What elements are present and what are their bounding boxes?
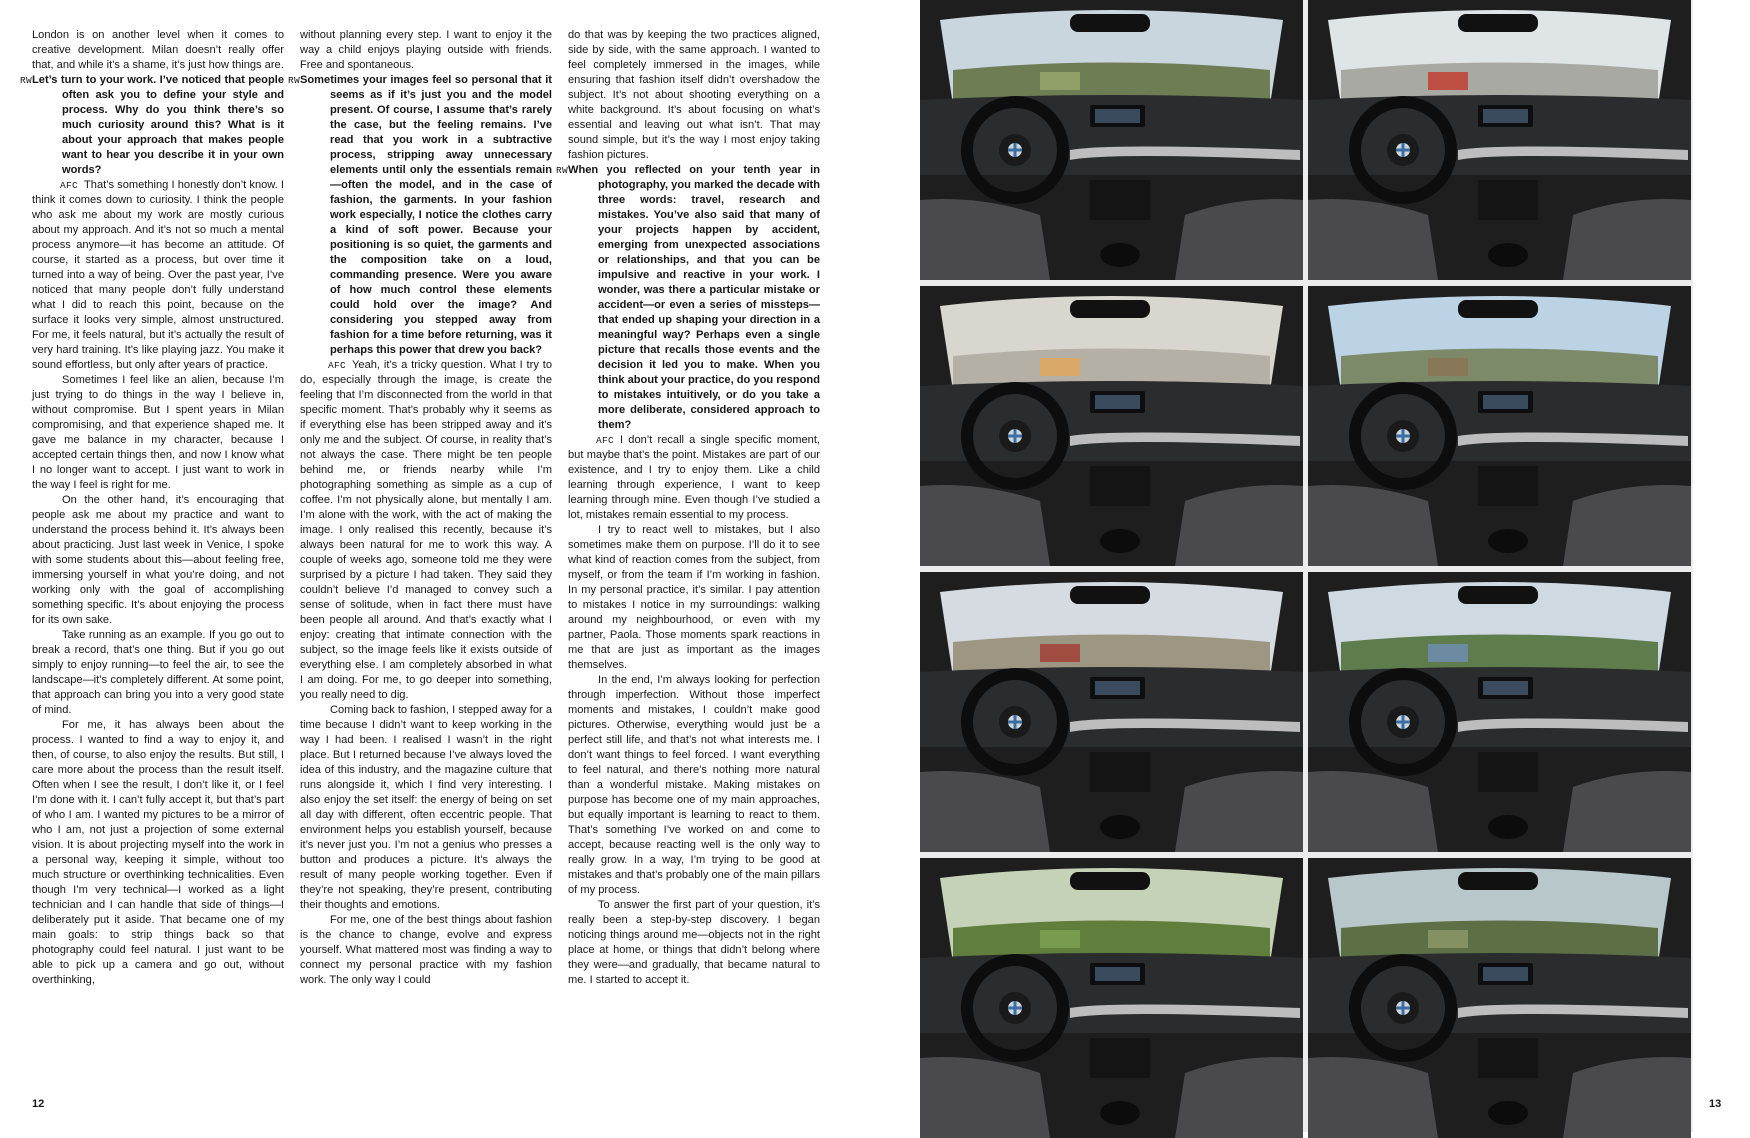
question-text: Let’s turn to your work. I’ve noticed that people often ask you to define your style and process. Why do you think there’s so much curiosity around this? What is it about your approach that makes people want to hear you describe it in your own words? xyxy=(32,74,284,176)
page-number-left: 12 xyxy=(32,1098,45,1110)
speaker-label: AFC xyxy=(328,360,347,371)
photo-interior-trees-shade xyxy=(1308,858,1691,1138)
photo-interior-parking-lot xyxy=(1308,286,1691,566)
body-paragraph: On the other hand, it’s encouraging that people ask me about my practice and want to understand the process behind it. It’s always been about practicing. Just last week in Venice, I spoke with some students about this—about feeling free, immersing yourself in what you’re doing, and not working only with the goal of accomplishing something specific. It’s about enjoying the process for its own sake. xyxy=(32,494,284,626)
speaker-label: RW xyxy=(287,75,300,86)
body-paragraph: Coming back to fashion, I stepped away for a time because I didn’t want to keep working in the way I had been. I realised I wasn’t in the right place. But I returned because I’ve always loved the idea of this industry, and the magazine culture that runs alongside it, which I find very interesting. I also enjoy the set itself: the energy of being on set all day with different, often eccentric people. That environment helps you establish yourself, because it’s never just you. I’m not a genius who presses a button and produces a picture. It’s always the result of many people working together. Even if they’re not speaking, they’re present, contributing their thoughts and emotions. xyxy=(300,704,552,911)
photo-interior-grass-field xyxy=(920,858,1303,1138)
body-paragraph: do that was by keeping the two practices aligned, side by side, with the same approach. I wanted to feel completely immersed in the images, while ensuring that fashion itself didn’t overshadow the subject. It’s not about shooting everything on a white background. It’s about focusing on what’s essential and leaving out what isn’t. That may sound simple, but it’s the way I most enjoy taking fashion pictures. xyxy=(568,29,820,161)
text-column-2 xyxy=(287,28,552,1088)
body-paragraph: In the end, I’m always looking for perfection through imperfection. Without those imperfect moments and mistakes, I couldn’t make good pictures. Otherwise, everything would just be a perfect still life, and that’s not what interests me. I don’t want things to feel forced. I want everything to feel natural, and there’s nothing more natural than a wonderful mistake. Making mistakes on purpose has become one of my main approaches, but equally important is learning to react to them. That’s something I’ve worked on and come to accept, because reacting well is the only way to really grow. In a way, I’m trying to be good at mistakes and that’s probably one of the main pillars of my process. xyxy=(568,674,821,896)
interview-answer xyxy=(568,433,820,523)
interview-question xyxy=(555,163,820,433)
body-paragraph: Sometimes I feel like an alien, because I’m just trying to do things in the way I believe in, without compromise. But I spent years in Milan compromising, and that experience shaped me. It gave me balance in my character, because I accepted certain things then, and now I know what I no longer want to accept. I just want to work in the way I feel is right for me. xyxy=(32,374,284,491)
interview-answer xyxy=(300,358,552,703)
page-number-right: 13 xyxy=(1709,1098,1722,1110)
photo-interior-hillside-road xyxy=(920,572,1303,852)
body-paragraph: For me, it has always been about the process. I wanted to find a way to enjoy it, and then, of course, to also enjoy the results. But still, I care more about the process than the result itself. Often when I see the result, I don’t like it, or I feel I’m done with it. I can’t fully accept it, but that’s part of who I am. I wanted my pictures to be a mirror of who I am, not just a projection of some external vision. It is about projecting myself into the work in a personal way, keeping it simple, without too much structure or overthinking technicalities. Even though I’m very technical—I worked as a light technician and I can handle that side of things—I deliberately put it aside. That became one of my main goals: to strip things back so that photography could feel natural. I just want to be able to pick up a camera and go out, without overthinking, xyxy=(32,719,284,986)
answer-text: I don’t recall a single specific moment, but maybe that’s the point. Mistakes are part of our existence, and I try to enjoy them. Like a child learning through experience, I want to keep learning through mine. Even though I’ve studied a lot, mistakes remain essential to my process. xyxy=(568,434,820,521)
photo-grid xyxy=(920,0,1693,1132)
question-text: When you reflected on your tenth year in photography, you marked the decade with three words: travel, research and mistakes. You’ve also said that many of your projects happen by accident, emerging from unexpected associations or relationships, and that you can be impulsive and reactive in your work. I wonder, was there a particular mistake or accident—or even a series of missteps—that ended up shaping your direction in a meaningful way? Perhaps even a single picture that recalls those events and the decision it led you to make. When you think about your practice, do you respond to mistakes intuitively, or do you take a more deliberate, considered approach to them? xyxy=(568,164,820,431)
speaker-label: RW xyxy=(555,165,568,176)
answer-text: That’s something I honestly don’t know. I think it comes down to curiosity. I think the people who ask me about my work are mostly curious about my approach. And it’s not so much a mental process anymore—it has become an attitude. Of course, it started as a process, but over time it turned into a way of being. Over the past year, I’ve noticed that many people don’t fully understand what I did to reach this point, because on the surface it looks very simple, almost unstructured. For me, it feels natural, but it’s actually the result of very hard training. It’s like playing jazz. You make it sound effortless, but only after years of practice. xyxy=(32,179,284,371)
interview-answer xyxy=(32,178,284,373)
body-paragraph: without planning every step. I want to enjoy it the way a child enjoys playing outside with friends. Free and spontaneous. xyxy=(300,29,552,71)
speaker-label: RW xyxy=(19,75,32,86)
interview-question xyxy=(287,73,552,358)
photo-interior-coastal-road xyxy=(1308,572,1691,852)
photo-interior-garage-night xyxy=(920,286,1303,566)
body-paragraph: For me, one of the best things about fashion is the chance to change, evolve and express yourself. What mattered most was finding a way to connect my personal practice with my fashion work. The only way I could xyxy=(300,914,552,986)
text-column-3 xyxy=(555,28,821,1088)
text-column-1 xyxy=(19,28,284,1088)
body-paragraph: London is on another level when it comes to creative development. Milan doesn’t really offer that, and while it’s a shame, it’s just how things are. xyxy=(32,29,284,71)
body-paragraph: To answer the first part of your question, it’s really been a step-by-step discovery. I began noticing things around me—objects not in the right place at home, or things that didn’t belong where they were—and gradually, that became natural to me. I started to accept it. xyxy=(568,899,820,986)
body-paragraph: I try to react well to mistakes, but I also sometimes make them on purpose. I’ll do it to see what kind of reaction comes from the subject, from myself, or from the team if I’m working in fashion. In my personal practice, it’s similar. I pay attention to mistakes I notice in my surroundings: walking around my neighbourhood, or even with my partner, Paola. Those moments spark reactions in me that are just as important as the images themselves. xyxy=(568,524,820,671)
answer-text: Yeah, it’s a tricky question. What I try to do, especially through the image, is create the feeling that I’m disconnected from the world in that specific moment. That’s probably why it seems as if everything else has been stripped away and it’s only me and the subject. Of course, in reality that’s not always the case. There might be ten people behind me, or friends nearby while I’m photographing something as simple as a cup of coffee. I’m not physically alone, but mentally I am. I’m alone with the work, with the act of making the image. I only realised this recently, because it’s always been natural for me to work this way. A couple of weeks ago, someone told me they were surprised by a picture I had taken. They said they couldn’t believe I’d managed to convey such a sense of solitude, when in fact there must have been people all around. And that’s exactly what I enjoy: creating that intimate connection with the subject, so the image feels like it exists outside of everything else. I am completely absorbed in what I am doing. For me, to go deeper into something, you really need to dig. xyxy=(300,359,552,701)
speaker-label: AFC xyxy=(60,180,79,191)
photo-interior-gas-station xyxy=(1308,0,1691,280)
speaker-label: AFC xyxy=(596,435,615,446)
interview-question xyxy=(19,73,284,178)
question-text: Sometimes your images feel so personal that it seems as if it’s just you and the model present. Of course, I assume that’s rarely the case, but the feeling remains. I’ve read that you work in a subtractive process, stripping away unnecessary elements until only the essentials remain—often the model, and in the case of fashion, the garments. In your fashion work especially, I notice the clothes carry a kind of soft power. Because your positioning is so quiet, the garments and the composition take on a loud, commanding presence. Were you aware of how much control these elements could hold over the image? And considering you stepped away from fashion for a time before returning, was it perhaps this power that drew you back? xyxy=(300,74,552,356)
photo-interior-sunny-road xyxy=(920,0,1303,280)
body-paragraph: Take running as an example. If you go out to break a record, that’s one thing. But if you go out simply to enjoy running—to feel the air, to see the landscape—it’s completely different. At some point, that approach can bring you into a very good state of mind. xyxy=(32,629,284,716)
